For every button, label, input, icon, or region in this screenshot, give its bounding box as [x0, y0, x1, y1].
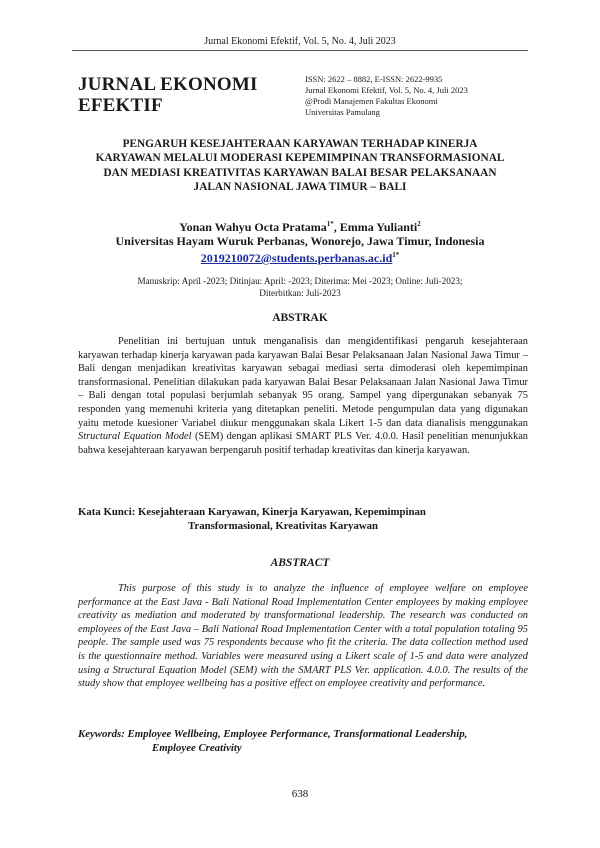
- page-number: 638: [291, 788, 309, 800]
- abstrak-heading: ABSTRAK: [272, 312, 328, 324]
- volume-line: Jurnal Ekonomi Efektif, Vol. 5, No. 4, Juli 2023: [305, 85, 468, 95]
- author-superscript: 2: [417, 220, 421, 228]
- email-line: [72, 248, 528, 265]
- author-names: [72, 217, 528, 234]
- keywords-terms: Employee Creativity: [152, 742, 242, 754]
- manuscript-dates: [72, 275, 528, 299]
- dates-line: Manuskrip: April -2023; Ditinjau: April: -2023; Diterima: Mei -2023; Online: Juli-2023;: [137, 276, 463, 286]
- title-line: PENGARUH KESEJAHTERAAN KARYAWAN TERHADAP KINERJA: [122, 138, 478, 150]
- running-header: Jurnal Ekonomi Efektif, Vol. 5, No. 4, Juli 2023: [204, 36, 396, 47]
- issn-line: ISSN: 2622 – 8882, E-ISSN: 2622-9935: [305, 74, 443, 84]
- title-line: KARYAWAN MELALUI MODERASI KEPEMIMPINAN TRANSFORMASIONAL: [95, 152, 505, 165]
- abstrak-italic-term: Structural Equation Model: [78, 431, 192, 443]
- author-name: Yonan Wahyu Octa Pratama: [179, 220, 327, 234]
- author-block: [72, 217, 528, 265]
- kata-kunci: [78, 505, 528, 533]
- keywords: [78, 727, 528, 755]
- journal-info: [305, 74, 535, 118]
- abstrak-text-part: Penelitian ini bertujuan untuk menganalisis dan mengidentifikasi pengaruh kesejahteraan karyawan terhadap kinerja karyawan pada karyawan Balai Besar Pelaksanaan Jalan Nasional Jawa Timur – Bali dengan menjadikan kreativitas karyawan sebagai mediasi serta dimoderasi oleh kepemimpinan transformasional. Penelitian dilakukan pada karyawan Balai Besar Pelaksanaan Jalan Nasional Jawa Timur – Bali dengan total populasi berjumlah sebanyak 95 orang. Sampel yang dipergunakan sebanyak 75 responden yang memenuhi kriteria yang ditetapkan peneliti. Metode pengumpulan data yang digunakan yaitu metode kuesioner Variabel diukur menggunakan skala Likert 1-5 dan data dianalisis menggunakan: [78, 336, 528, 429]
- abstrak-text-part: (SEM) dengan aplikasi SMART PLS Ver. 4.0.0. Hasil penelitian menunjukkan bahwa kesejahteraan karyawan berpengaruh positif terhadap kreativitas dan kinerja karyawan.: [78, 431, 529, 456]
- kata-kunci-label: Kata Kunci:: [78, 506, 136, 518]
- abstrak-body: [78, 335, 528, 457]
- author-name: Emma Yulianti: [339, 220, 418, 234]
- dates-line: Diterbitkan: Juli-2023: [259, 288, 341, 298]
- paper-title: [72, 137, 528, 194]
- abstract-body: [78, 582, 528, 691]
- journal-name: JURNAL EKONOMI EFEKTIF: [78, 74, 258, 116]
- abstrak-paragraph: [78, 335, 528, 457]
- author-separator: ,: [333, 220, 340, 234]
- email-superscript: 1*: [392, 251, 400, 259]
- publisher-line: @Prodi Manajemen Fakultas Ekonomi: [305, 96, 438, 106]
- kata-kunci-terms: Transformasional, Kreativitas Karyawan: [188, 520, 379, 532]
- kata-kunci-terms: Kesejahteraan Karyawan, Kinerja Karyawan, Kepemimpinan: [138, 506, 426, 518]
- keywords-terms: Employee Wellbeing, Employee Performance, Transformational Leadership,: [127, 728, 468, 740]
- abstract-paragraph: This purpose of this study is to analyze the influence of employee welfare on employee performance at the East Java - Bali National Road Implementation Center employees by making employee creativity as mediation and moderated by transformational leadership. The research was conducted on employees of the East Java – Bali National Road Implementation Center with a total population totaling 95 people. The sample used was 75 respondents because who fit the criteria. The data collection method used is the questionnaire method. Variables were measured using a Likert scale of 1-5 and data were analyzed using a Structural Equation Model (SEM) with the SMART PLS Ver. application. 4.0.0. The results of the study show that employee wellbeing has a positive effect on employee creativity and performance.: [78, 583, 528, 690]
- title-line: DAN MEDIASI KREATIVITAS KARYAWAN BALAI BESAR PELAKSANAAN: [103, 166, 497, 179]
- abstract-heading: ABSTRACT: [270, 557, 330, 569]
- university-line: Universitas Pamulang: [305, 107, 380, 117]
- header-rule: [72, 50, 528, 51]
- keywords-label: Keywords:: [78, 728, 125, 740]
- author-superscript: 1*: [326, 220, 334, 228]
- affiliation: Universitas Hayam Wuruk Perbanas, Wonorejo, Jawa Timur, Indonesia: [115, 234, 485, 248]
- email-link[interactable]: 2019210072@students.perbanas.ac.id: [200, 251, 393, 265]
- title-line: JALAN NASIONAL JAWA TIMUR – BALI: [193, 180, 407, 193]
